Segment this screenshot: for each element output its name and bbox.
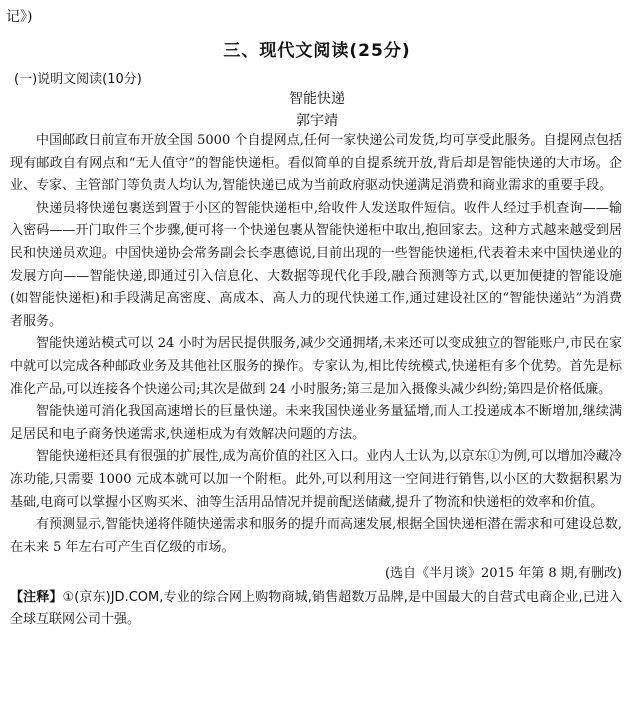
paragraph: 智能快递可消化我国高速增长的巨量快递。未来我国快递业务量猛增,而人工投递成本不断增加,继续满足居民和电子商务快递需求,快递柜成为有效解决问题的方法。	[10, 404, 622, 442]
article-title: 智能快递	[289, 91, 345, 107]
footnote-text: ①(京东)JD.COM,专业的综合网上购物商城,销售超数万品牌,是中国最大的自营式电商企业,已进入全球互联网公司十强。	[10, 590, 622, 628]
paragraph: 智能快递站模式可以 24 小时为居民提供服务,减少交通拥堵,未来还可以变成独立的智能账户,市民在家中就可以完成各种邮政业务及其他社区服务的操作。专家认为,相比传统模式,快递柜有多个优势。首先是标准化产品,可以连接各个快递公司;其次是做到 24 小时服务;第三是加入摄像头减少纠纷;第四是价格低廉。	[10, 336, 622, 397]
paragraph: 中国邮政日前宣布开放全国 5000 个自提网点,任何一家快递公司发货,均可享受此服务。自提网点包括现有邮政自有网点和“无人值守”的智能快递柜。看似简单的自提系统开放,背后却是智能快递的大市场。企业、专家、主管部门等负责人均认为,智能快递已成为当前政府驱动快递满足消费和商业需求的重要手段。	[10, 133, 622, 194]
paragraph: 快递员将快递包裹送到置于小区的智能快递柜中,给收件人发送取件短信。收件人经过手机查询——输入密码——开门取件三个步骤,便可将一个快递包裹从智能快递柜中取出,抱回家去。这种方式越来越受到居民和快递员欢迎。中国快递协会常务副会长李惠德说,目前出现的一些智能快递柜,代表着未来中国快递业的发展方向——智能快递,即通过引入信息化、大数据等现代化手段,融合预测等方式,以更加便捷的智能设施(如智能快递柜)和手段满足高密度、高成本、高人力的现代快递工作,通过建设社区的“智能快递站”为消费者服务。	[10, 200, 622, 329]
section-title: 三、现代文阅读(25分)	[223, 41, 411, 61]
previous-section-fragment: 记》)	[6, 9, 33, 25]
footnote-label: 【注释】	[10, 590, 63, 606]
sub-heading: (一)说明文阅读(10分)	[14, 72, 142, 87]
paragraph: 智能快递柜还具有很强的扩展性,成为高价值的社区入口。业内人士认为,以京东①为例,可以增加冷藏冷冻功能,只需要 1000 元成本就可以加一个附柜。此外,可以利用这一空间进行销售,以小区的大数据积累为基础,电商可以掌握小区购买米、油等生活用品情况并提前配送储藏,提升了物流和快递柜的效率和价值。	[10, 449, 622, 510]
footnote	[10, 587, 622, 631]
article-body	[10, 130, 622, 631]
article-source: (选自《半月谈》2015 年第 8 期,有删改)	[384, 566, 622, 582]
article-author: 郭宇靖	[296, 113, 338, 129]
paragraph: 有预测显示,智能快递将伴随快递需求和服务的提升而高速发展,根据全国快递柜潜在需求和可建设总数,在未来 5 年左右可产生百亿级的市场。	[10, 517, 622, 555]
